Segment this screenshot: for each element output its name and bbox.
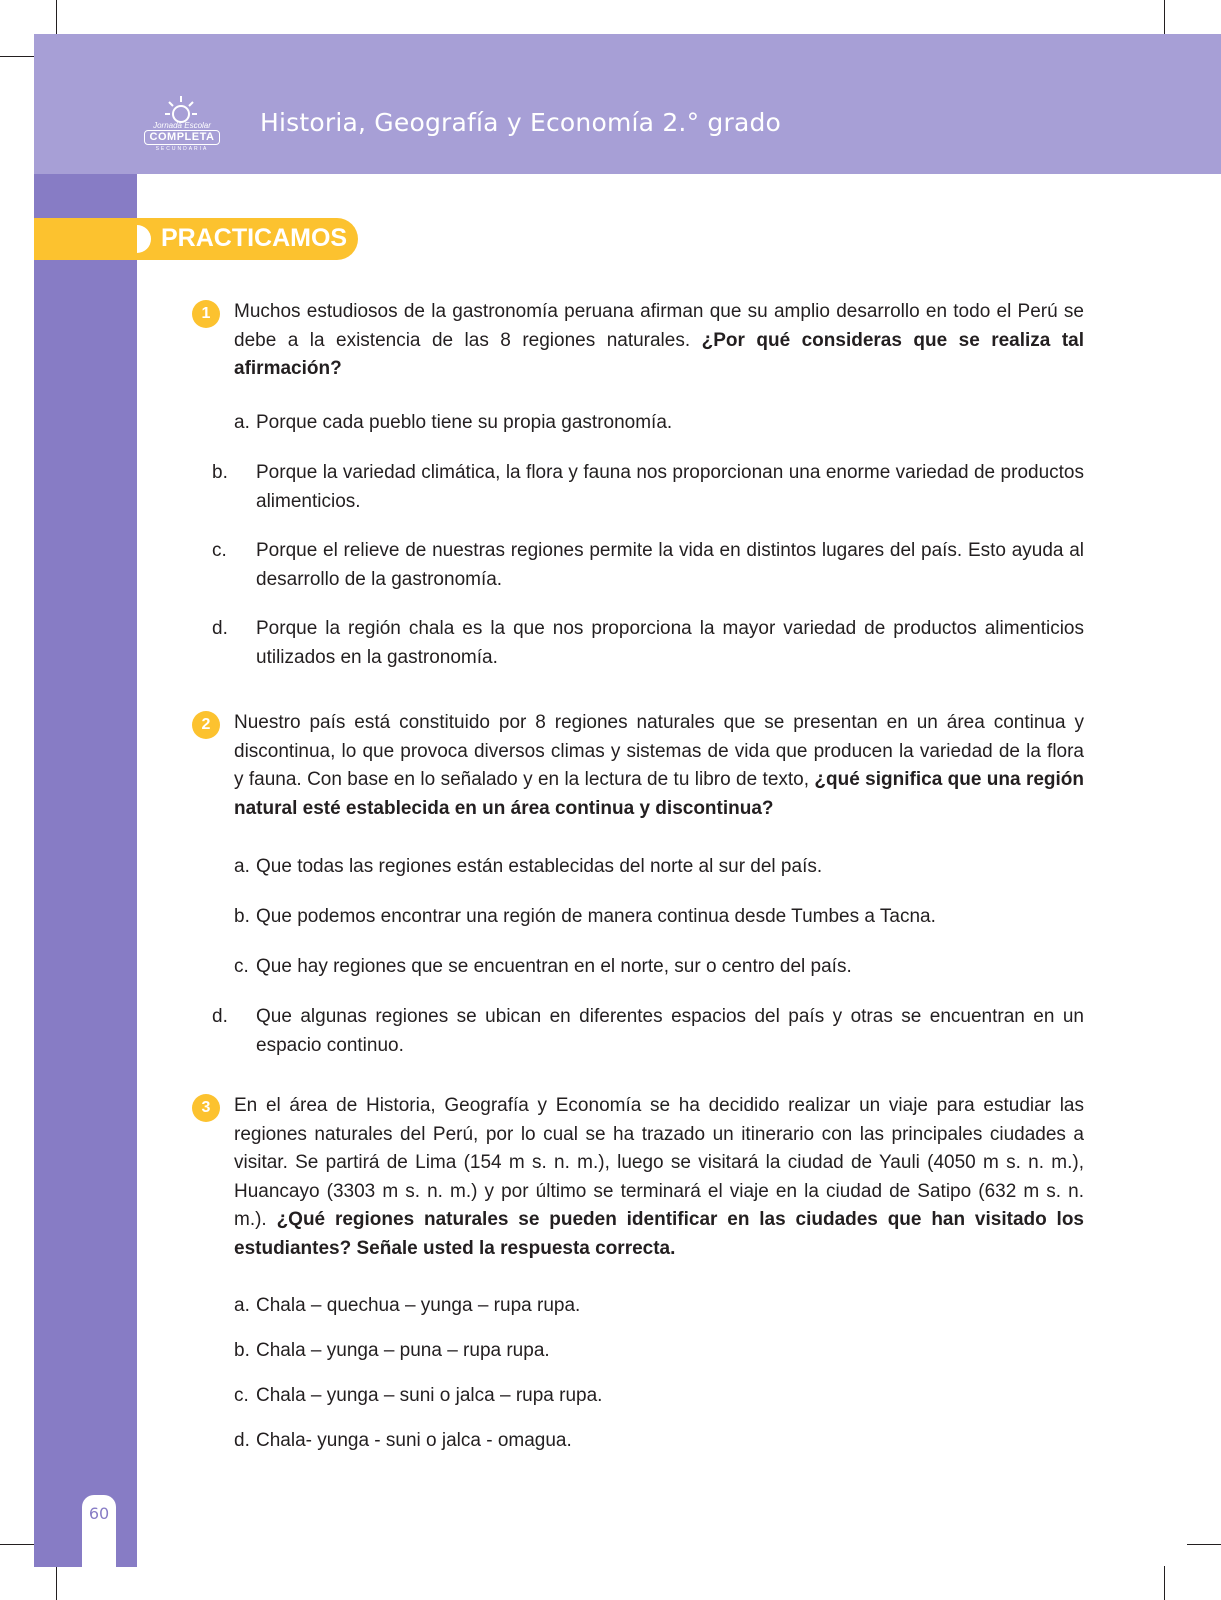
option	[234, 1427, 1084, 1456]
question-bold: ¿qué significa que una región natural esté establecida en un área continua y discontinua?	[234, 769, 1085, 819]
option-letter: c.	[234, 956, 249, 977]
question-number-badge: 1	[192, 300, 220, 328]
logo-text: SECUNDARIA	[155, 146, 209, 152]
option	[212, 537, 1084, 594]
option-text: Que hay regiones que se encuentran en el norte, sur o centro del país.	[256, 956, 852, 977]
option-text: Que todas las regiones están establecidas del norte al sur del país.	[256, 856, 823, 877]
crop-mark	[56, 0, 57, 34]
option-text: Porque el relieve de nuestras regiones permite la vida en distintos lugares del país. Esto ayuda al desarrollo de la gastronomía.	[256, 540, 1084, 590]
crop-mark	[1187, 1544, 1221, 1545]
option-letter: d.	[234, 1430, 250, 1451]
logo-text: COMPLETA	[144, 130, 220, 145]
question-text	[234, 1092, 1084, 1264]
option	[234, 953, 1084, 982]
question-number-badge: 3	[192, 1094, 220, 1122]
option-text: Porque cada pueblo tiene su propia gastronomía.	[256, 412, 673, 433]
question-prompt: Muchos estudiosos de la gastronomía peruana afirman que su amplio desarrollo en todo el Perú se debe a la existencia de las 8 regiones naturales.	[234, 301, 1084, 351]
question-prompt: En el área de Historia, Geografía y Economía se ha decidido realizar un viaje para estudiar las regiones naturales del Perú, por lo cual se ha trazado un itinerario con las principales ciudades a visitar. Se partirá de Lima (154 m s. n. m.), luego se visitará la ciudad de Yauli (4050 m s. n. m.), Huancayo (3303 m s. n. m.) y por último se terminará el viaje en la ciudad de Satipo (632 m s. n. m.).	[234, 1095, 1084, 1231]
option-text: Que algunas regiones se ubican en diferentes espacios del país y otras se encuentran en un espacio continuo.	[256, 1006, 1084, 1056]
option-letter: a.	[234, 856, 250, 877]
option	[212, 615, 1084, 672]
option	[212, 1003, 1084, 1060]
question-bold: ¿Por qué consideras que se realiza tal afirmación?	[234, 329, 1085, 380]
logo	[140, 94, 224, 156]
option	[234, 1337, 1084, 1366]
side-band	[34, 174, 137, 1567]
option	[234, 1292, 1084, 1321]
option-text: Que podemos encontrar una región de manera continua desde Tumbes a Tacna.	[256, 906, 936, 927]
logo-text: Jornada Escolar	[153, 121, 211, 130]
option-text: Porque la región chala es la que nos proporciona la mayor variedad de productos alimenticios utilizados en la gastronomía.	[256, 618, 1084, 668]
header-title: Historia, Geografía y Economía 2.° grado	[260, 108, 782, 137]
option-letter: b.	[234, 906, 250, 927]
option-letter: d.	[212, 1006, 228, 1027]
option-text: Chala- yunga - suni o jalca - omagua.	[256, 1430, 572, 1451]
crop-mark	[0, 56, 34, 57]
page-number: 60	[88, 1504, 110, 1523]
question-text	[234, 298, 1084, 384]
option-letter: c.	[212, 540, 227, 561]
question-bold: ¿Qué regiones naturales se pueden identificar en las ciudades que han visitado los estudiantes? Señale usted la respuesta correcta.	[234, 1209, 1085, 1259]
option	[234, 853, 1084, 882]
option-letter: b.	[234, 1340, 250, 1361]
option	[234, 903, 1084, 932]
crop-mark	[1164, 0, 1165, 34]
question-number-badge: 2	[192, 711, 220, 739]
question-text	[234, 709, 1084, 823]
section-title: PRACTICAMOS	[161, 224, 348, 252]
crop-mark	[0, 1544, 34, 1545]
option-letter: a.	[234, 1295, 250, 1316]
option-letter: a.	[234, 412, 250, 433]
option-letter: b.	[212, 462, 228, 483]
crop-mark	[1164, 1566, 1165, 1600]
option	[234, 1382, 1084, 1411]
option-text: Chala – yunga – puna – rupa rupa.	[256, 1340, 550, 1361]
question-prompt: Nuestro país está constituido por 8 regiones naturales que se presentan en un área continua y discontinua, lo que provoca diversos climas y sistemas de vida que producen la variedad de la flora y fauna. Con base en lo señalado y en la lectura de tu libro de texto,	[234, 712, 1084, 791]
option	[212, 459, 1084, 516]
crop-mark	[56, 1566, 57, 1600]
option	[234, 409, 1084, 438]
option-text: Porque la variedad climática, la flora y fauna nos proporcionan una enorme variedad de productos alimenticios.	[256, 462, 1084, 512]
option-letter: d.	[212, 618, 228, 639]
option-text: Chala – quechua – yunga – rupa rupa.	[256, 1295, 581, 1316]
option-text: Chala – yunga – suni o jalca – rupa rupa.	[256, 1385, 603, 1406]
option-letter: c.	[234, 1385, 249, 1406]
